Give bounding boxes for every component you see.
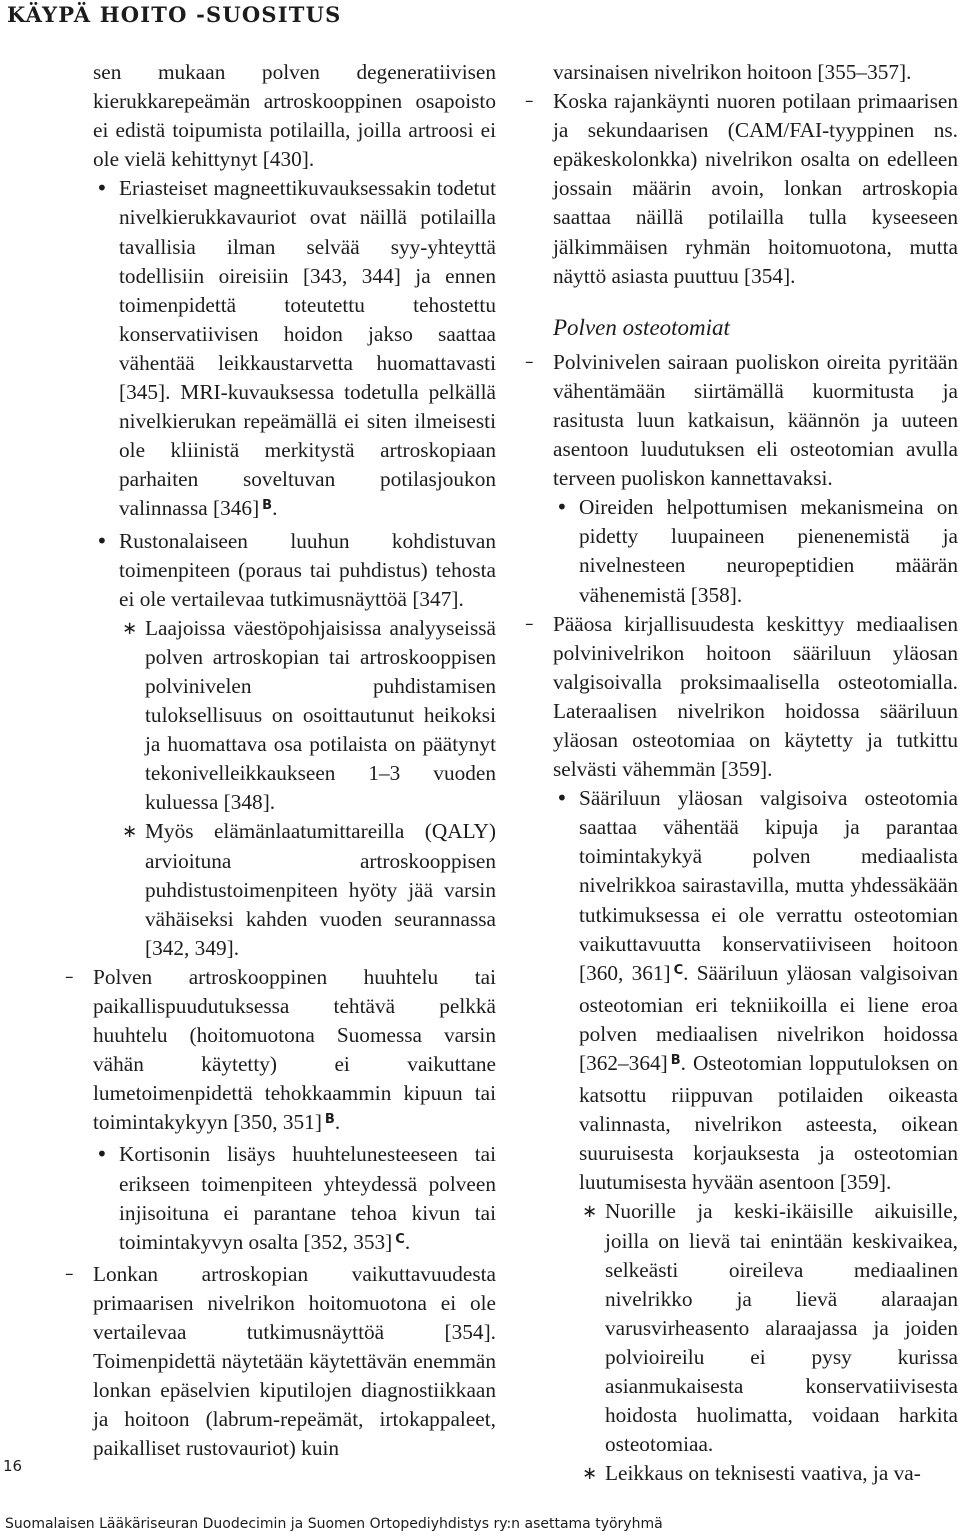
list-item: • Oireiden helpottumisen mekanismeina on pidetty luupaineen pienenemistä ja nivelnesteen neuropeptidien määrän vähenemistä [358]. (556, 495, 958, 607)
dash-marker: – (525, 91, 534, 112)
list-item: • Sääriluun yläosan valgisoiva osteotomia saattaa vähentää kipuja ja parantaa toimintakykyä polven mediaalista nivelrikkoa sairastavilla, mutta yhdessäkään tutkimuksessa ei ole verrattu osteotomian vaikuttavuutta konservatiiviseen hoitoon [360, 361] $^C$. Sääriluun yläosan valgisoivan osteotomian eri tekniikoilla ei liene eroa polven mediaalisen nivelrikon hoidossa [362–364] $^B$. Osteotomian lopputuloksen on katsottu riippuvan potilaiden oikeasta valinnasta, nivelrikon asteesta, oikean suuruisesta korjauksesta ja osteotomian luutumisesta hyvään asentoon [359]. (556, 786, 958, 1195)
bullet-marker: • (96, 176, 108, 201)
list-item: – Pääosa kirjallisuudesta keskittyy mediaalisen polvinivelrikon hoitoon sääriluun yläosan valgisoivalla proksimaalisella osteotomialla. Lateraalisen nivelrikon hoidossa sääriluun yläosan osteotomiaa on käytetty ja tutkittu selvästi vähemmän [359]. (525, 611, 958, 782)
list-item: – Koska rajankäynti nuoren potilaan primaarisen ja sekundaarisen (CAM/FAI-tyyppinen ns. epäkeskolonkka) nivelrikon osalta on edelleen jossain määrin avoin, lonkan artroskopia saattaa näillä potilailla tulla kyseeseen jälkimmäisen ryhmän hoitomuotona, mutta näyttö asiasta puuttuu [354]. (525, 89, 958, 288)
dash-marker: – (65, 1263, 74, 1284)
list-item: • Kortisonin lisäys huuhtelunesteeseen tai erikseen toimenpiteen yhteydessä polveen injisoituna ei parantane tehoa kivun tai toimintakyvyn osalta [352, 353] $^C$. (96, 1142, 496, 1254)
bullet-marker: • (556, 495, 568, 520)
bullet-marker: • (96, 1142, 108, 1167)
evidence-grade-badge: C (395, 1231, 405, 1247)
list-item: – Polvinivelen sairaan puoliskon oireita pyritään vähentämään siirtämällä kuormitusta ja rasitusta luun katkaisun, käännön ja uuteen asentoon luudutuksen eli osteotomian avulla terveen puoliskon kannettavaksi. (525, 349, 958, 491)
list-item: varsinaisen nivelrikon hoitoon [355–357]. (553, 60, 912, 84)
page-number: 16 (3, 1457, 23, 1475)
list-item: • Rustonalaiseen luuhun kohdistuvan toimenpiteen (poraus tai puhdistus) tehosta ei ole vertailevaa tutkimusnäyttöä [347]. (96, 528, 496, 611)
list-item: – Polven artroskooppinen huuhtelu tai paikallispuudutuksessa tehtävä pelkkä huuhtelu (hoitomuotona Suomessa varsin vähän käytetty) ei vaikuttane lumetoimenpidettä tehokkaammin kipuun tai toimintakykyyn [350, 351] $^B$. (65, 964, 496, 1135)
list-item: – Lonkan artroskopian vaikuttavuudesta primaarisen nivelrikon hoitomuotona ei ole vertailevaa tutkimusnäyttöä [354]. Toimenpidettä näytetään käytettävän enemmän lonkan epäselvien kiputilojen diagnostiikkaan ja hoitoon (labrum-repeämät, irtokappaleet, paikalliset rustovauriot) kuin (65, 1261, 496, 1461)
asterisk-marker: ∗ (582, 1463, 598, 1485)
dash-marker: – (525, 351, 534, 372)
dash-marker: – (65, 966, 74, 987)
evidence-grade-badge: B (324, 1112, 335, 1128)
dash-marker: – (525, 613, 534, 634)
asterisk-marker: ∗ (122, 821, 138, 843)
section-heading: Polven osteotomiat (553, 314, 730, 340)
document-header: KÄYPÄ HOITO -SUOSITUS (7, 2, 342, 27)
bullet-marker: • (556, 786, 568, 811)
list-item: ∗ Leikkaus on teknisesti vaativa, ja va- (553, 1459, 958, 1488)
right-column (525, 58, 958, 1488)
evidence-grade-badge: B (670, 1053, 681, 1068)
list-item: • Eriasteiset magneettikuvauksessakin todetut nivelkierukkavauriot ovat näillä potilailla tavallisia ilman selvää syy-yhteyttä todellisiin oireisiin [343, 344] ja ennen toimenpidettä toteutettu tehostettu konservatiivisen hoidon jakso saattaa vähentää leikkaustarvetta huomattavasti [345]. MRI-kuvauksessa todetulla pelkällä nivelkierukan repeämällä ei siten ilmeisesti ole kliinistä merkitystä artroskopiaan parhaiten soveltuvan potilasjoukon valinnassa [346] $^B$. (96, 176, 496, 521)
asterisk-marker: ∗ (582, 1201, 598, 1223)
left-column (65, 58, 496, 1464)
asterisk-marker: ∗ (122, 617, 138, 639)
document-footer: Suomalaisen Lääkäriseuran Duodecimin ja Suomen Ortopediyhdistys ry:n asettama työryhmä (5, 1516, 663, 1532)
list-item: ∗ Myös elämänlaatumittareilla (QALY) arvioituna artroskooppisen puhdistustoimenpiteen hyöty jää varsin vähäiseksi kahden vuoden seurannassa [342, 349]. (122, 819, 496, 960)
bullet-marker: • (96, 528, 108, 553)
list-item: ∗ Laajoissa väestöpohjaisissa analyyseissä polven artroskopian tai artroskooppisen polvinivelen puhdistamisen tuloksellisuus on osoittautunut heikoksi ja huomattava osa potilaista on päätynyt tekonivelleikkaukseen 1–3 vuoden kuluessa [348]. (122, 615, 496, 815)
list-item: sen mukaan polven degeneratiivisen kierukkarepeämän artroskooppinen osapoisto ei edistä toipumista potilailla, joilla artroosi ei ole vielä kehittynyt [430]. (93, 60, 496, 172)
list-item: ∗ Nuorille ja keski-ikäisille aikuisille, joilla on lievä tai enintään keskivaikea, selkeästi oireileva mediaalinen nivelrikko ja lievä alaraajan varusvirheasento alaraajassa ja joiden polvioireilu ei pysy kurissa asianmukaisesta konservatiivisesta hoidosta huolimatta, voidaan harkita osteotomiaa. (582, 1199, 958, 1457)
evidence-grade-badge: C (673, 962, 684, 978)
evidence-grade-badge: B (262, 498, 273, 514)
